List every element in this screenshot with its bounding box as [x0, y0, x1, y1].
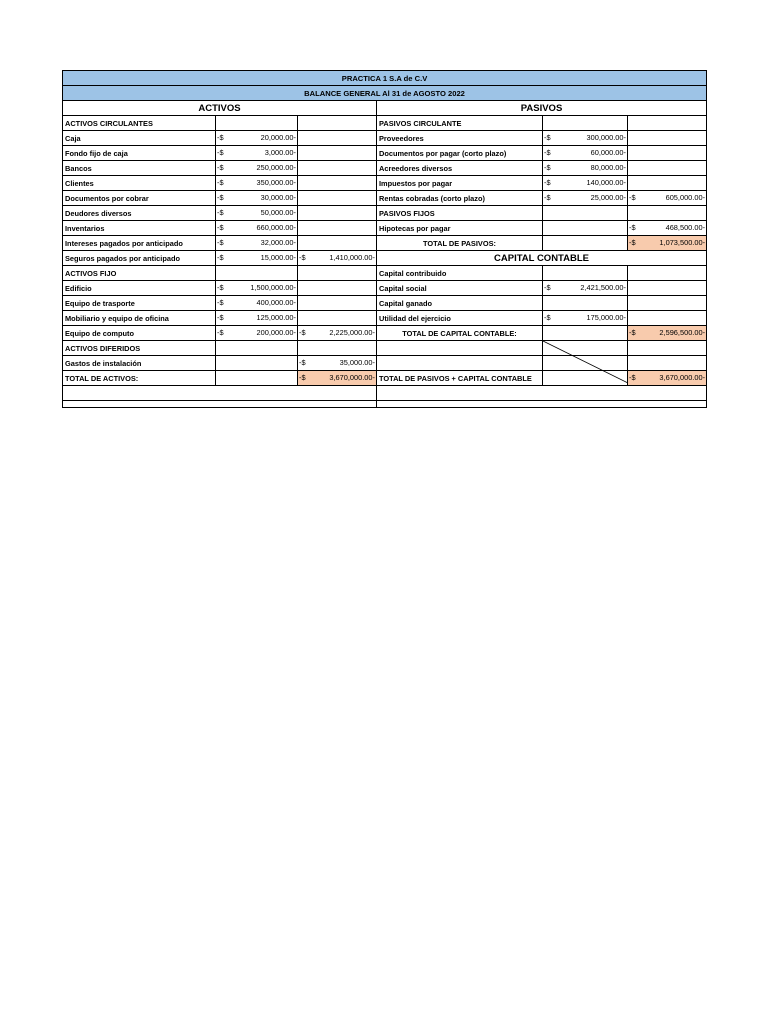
amount-value: 3,670,000.00	[329, 373, 373, 382]
amount-cell	[543, 296, 628, 311]
amount-value: 2,421,500.00	[580, 283, 624, 292]
amount-suffix: -	[702, 238, 706, 247]
amount-wrap	[257, 221, 296, 234]
empty-cell	[298, 116, 377, 131]
amount-value: 80,000.00	[590, 163, 624, 172]
amount-cell	[216, 221, 298, 236]
pasivo-label: TOTAL DE PASIVOS + CAPITAL CONTABLE	[377, 371, 543, 386]
amount-suffix: -	[293, 163, 296, 172]
amount-wrap	[257, 176, 296, 189]
amount-value: 200,000.00	[256, 328, 294, 337]
amount-suffix: -	[372, 358, 375, 367]
amount-cell	[298, 281, 377, 296]
amount-cell	[628, 191, 707, 206]
amount-wrap	[261, 236, 296, 249]
activo-label: Caja	[63, 131, 216, 146]
amount-cell	[543, 356, 628, 371]
amount-cell	[298, 371, 377, 386]
currency-sign: -$	[544, 178, 551, 187]
amount-cell	[543, 221, 628, 236]
amount-cell	[216, 176, 298, 191]
activo-label: Equipo de computo	[63, 326, 216, 341]
amount-value: 2,225,000.00	[329, 328, 373, 337]
amount-suffix: -	[293, 238, 296, 247]
table-row	[63, 251, 707, 266]
amount-cell	[628, 311, 707, 326]
amount-value: 250,000.00	[256, 163, 294, 172]
activo-label: Intereses pagados por anticipado	[63, 236, 216, 251]
balance-sheet	[62, 70, 707, 408]
amount-value: 350,000.00	[256, 178, 294, 187]
amount-cell	[216, 191, 298, 206]
amount-cell	[628, 206, 707, 221]
amount-value: 1,410,000.00	[329, 253, 373, 262]
amount-cell	[543, 266, 628, 281]
amount-suffix: -	[293, 208, 296, 217]
amount-value: 50,000.00	[260, 208, 294, 217]
amount-cell	[298, 251, 377, 266]
amount-wrap	[580, 281, 626, 294]
amount-value: 140,000.00	[586, 178, 624, 187]
amount-value: 2,596,500.00	[659, 328, 703, 337]
currency-sign: -$	[544, 163, 551, 172]
amount-suffix: -	[372, 373, 375, 382]
amount-cell	[543, 341, 628, 356]
amount-wrap	[257, 161, 296, 174]
amount-cell	[298, 191, 377, 206]
amount-cell	[543, 161, 628, 176]
activo-label: TOTAL DE ACTIVOS:	[63, 371, 216, 386]
empty-cell	[63, 386, 377, 401]
amount-suffix: -	[293, 178, 296, 187]
activo-label: Deudores diversos	[63, 206, 216, 221]
amount-wrap	[257, 326, 296, 339]
amount-cell	[628, 341, 707, 356]
activo-label: Fondo fijo de caja	[63, 146, 216, 161]
table-row	[63, 131, 707, 146]
pasivo-label: Proveedores	[377, 131, 543, 146]
currency-sign: -$	[629, 223, 636, 232]
amount-wrap	[265, 146, 296, 159]
pasivo-label: Hipotecas por pagar	[377, 221, 543, 236]
amount-suffix: -	[702, 223, 706, 232]
currency-sign: -$	[629, 193, 636, 202]
amount-wrap	[250, 281, 296, 294]
empty-cell	[63, 401, 377, 408]
amount-value: 35,000.00	[339, 358, 373, 367]
table-row	[63, 221, 707, 236]
currency-sign: -$	[629, 238, 636, 247]
amount-wrap	[257, 311, 296, 324]
amount-suffix: -	[293, 223, 296, 232]
currency-sign: -$	[299, 373, 306, 382]
amount-cell	[216, 161, 298, 176]
table-row	[63, 176, 707, 191]
amount-wrap	[261, 191, 296, 204]
amount-suffix: -	[623, 178, 626, 187]
amount-value: 30,000.00	[260, 193, 294, 202]
amount-suffix: -	[623, 193, 626, 202]
pasivo-label: Utilidad del ejercicio	[377, 311, 543, 326]
amount-cell	[298, 311, 377, 326]
currency-sign: -$	[299, 328, 306, 337]
amount-wrap	[659, 326, 705, 339]
activos-group-header: ACTIVOS CIRCULANTES	[63, 116, 216, 131]
currency-sign: -$	[217, 223, 224, 232]
amount-cell	[628, 161, 707, 176]
amount-wrap	[591, 146, 626, 159]
amount-value: 125,000.00	[256, 313, 294, 322]
currency-sign: -$	[544, 193, 551, 202]
amount-value: 15,000.00	[260, 253, 294, 262]
amount-cell	[543, 206, 628, 221]
currency-sign: -$	[217, 163, 224, 172]
table-row	[63, 281, 707, 296]
amount-wrap	[261, 251, 296, 264]
amount-suffix: -	[702, 373, 706, 382]
amount-cell	[543, 371, 628, 386]
section-activos: ACTIVOS	[63, 101, 377, 116]
table-row	[63, 161, 707, 176]
empty-cell	[216, 266, 298, 281]
currency-sign: -$	[217, 253, 224, 262]
table-row	[63, 266, 707, 281]
amount-wrap	[587, 176, 626, 189]
amount-cell	[216, 206, 298, 221]
amount-cell	[628, 371, 707, 386]
currency-sign: -$	[217, 283, 224, 292]
pasivo-label: Rentas cobradas (corto plazo)	[377, 191, 543, 206]
amount-cell	[298, 296, 377, 311]
table-row	[63, 356, 707, 371]
document-subtitle: BALANCE GENERAL Al 31 de AGOSTO 2022	[63, 86, 707, 101]
pasivo-label: TOTAL DE PASIVOS:	[377, 236, 543, 251]
pasivo-label: Capital contribuido	[377, 266, 543, 281]
amount-value: 60,000.00	[590, 148, 624, 157]
pasivo-label	[377, 341, 543, 356]
amount-suffix: -	[702, 193, 706, 202]
amount-value: 32,000.00	[260, 238, 294, 247]
amount-cell	[216, 311, 298, 326]
amount-wrap	[261, 131, 296, 144]
currency-sign: -$	[299, 253, 306, 262]
amount-cell	[298, 161, 377, 176]
pasivos-group-header: PASIVOS CIRCULANTE	[377, 116, 543, 131]
amount-cell	[628, 116, 707, 131]
amount-suffix: -	[372, 253, 375, 262]
amount-value: 400,000.00	[256, 298, 294, 307]
amount-cell	[298, 236, 377, 251]
amount-cell	[628, 266, 707, 281]
amount-suffix: -	[372, 328, 375, 337]
amount-wrap	[659, 236, 705, 249]
amount-wrap	[666, 191, 705, 204]
amount-value: 660,000.00	[256, 223, 294, 232]
amount-wrap	[591, 191, 626, 204]
amount-cell	[628, 236, 707, 251]
amount-cell	[298, 176, 377, 191]
amount-value: 175,000.00	[586, 313, 624, 322]
currency-sign: -$	[544, 283, 551, 292]
amount-suffix: -	[293, 283, 296, 292]
amount-cell	[216, 326, 298, 341]
amount-cell	[216, 371, 298, 386]
amount-cell	[543, 176, 628, 191]
amount-suffix: -	[293, 298, 296, 307]
section-pasivos: PASIVOS	[377, 101, 707, 116]
empty-cell	[377, 386, 707, 401]
empty-row	[63, 401, 707, 408]
amount-wrap	[329, 371, 375, 384]
empty-row	[63, 386, 707, 401]
activos-group-header: ACTIVOS FIJO	[63, 266, 216, 281]
activo-label: Mobiliario y equipo de oficina	[63, 311, 216, 326]
amount-value: 1,500,000.00	[250, 283, 294, 292]
currency-sign: -$	[217, 148, 224, 157]
amount-cell	[298, 131, 377, 146]
amount-suffix: -	[293, 313, 296, 322]
activo-label: Inventarios	[63, 221, 216, 236]
amount-suffix: -	[623, 133, 626, 142]
table-row	[63, 206, 707, 221]
amount-cell	[298, 221, 377, 236]
amount-wrap	[329, 251, 375, 264]
table-row	[63, 371, 707, 386]
amount-cell	[543, 311, 628, 326]
table-row	[63, 341, 707, 356]
amount-wrap	[591, 161, 626, 174]
empty-cell	[377, 401, 707, 408]
currency-sign: -$	[629, 373, 636, 382]
amount-suffix: -	[623, 148, 626, 157]
amount-cell	[216, 296, 298, 311]
pasivo-label: Capital social	[377, 281, 543, 296]
amount-wrap	[257, 296, 296, 309]
amount-suffix: -	[293, 328, 296, 337]
activo-label: Gastos de instalación	[63, 356, 216, 371]
activo-label: Clientes	[63, 176, 216, 191]
amount-cell	[216, 281, 298, 296]
amount-cell	[298, 356, 377, 371]
empty-cell	[298, 266, 377, 281]
amount-cell	[543, 191, 628, 206]
activo-label: Edificio	[63, 281, 216, 296]
amount-cell	[543, 281, 628, 296]
amount-cell	[216, 146, 298, 161]
amount-cell	[298, 326, 377, 341]
currency-sign: -$	[217, 238, 224, 247]
currency-sign: -$	[544, 133, 551, 142]
amount-cell	[543, 146, 628, 161]
amount-cell	[628, 131, 707, 146]
amount-cell	[628, 281, 707, 296]
pasivo-label: TOTAL DE CAPITAL CONTABLE:	[377, 326, 543, 341]
amount-value: 468,500.00	[665, 223, 703, 232]
pasivo-label: Acreedores diversos	[377, 161, 543, 176]
empty-cell	[298, 341, 377, 356]
amount-wrap	[659, 371, 705, 384]
table-row	[63, 191, 707, 206]
amount-suffix: -	[293, 133, 296, 142]
currency-sign: -$	[217, 328, 224, 337]
amount-cell	[628, 356, 707, 371]
currency-sign: -$	[544, 313, 551, 322]
amount-value: 3,000.00	[264, 148, 294, 157]
table-row	[63, 311, 707, 326]
amount-cell	[543, 236, 628, 251]
amount-suffix: -	[293, 253, 296, 262]
amount-value: 20,000.00	[260, 133, 294, 142]
amount-value: 3,670,000.00	[659, 373, 703, 382]
amount-cell	[628, 221, 707, 236]
section-capital-contable: CAPITAL CONTABLE	[377, 251, 707, 266]
amount-suffix: -	[702, 328, 706, 337]
amount-cell	[628, 296, 707, 311]
currency-sign: -$	[217, 208, 224, 217]
amount-value: 300,000.00	[586, 133, 624, 142]
amount-suffix: -	[293, 193, 296, 202]
empty-cell	[216, 116, 298, 131]
currency-sign: -$	[217, 193, 224, 202]
amount-suffix: -	[623, 283, 626, 292]
amount-cell	[543, 116, 628, 131]
currency-sign: -$	[544, 148, 551, 157]
empty-cell	[216, 341, 298, 356]
pasivo-label	[377, 356, 543, 371]
activo-label: Documentos por cobrar	[63, 191, 216, 206]
pasivo-label: Capital ganado	[377, 296, 543, 311]
amount-suffix: -	[623, 313, 626, 322]
table-row	[63, 236, 707, 251]
table-row	[63, 116, 707, 131]
amount-value: 25,000.00	[590, 193, 624, 202]
amount-wrap	[666, 221, 705, 234]
amount-cell	[628, 146, 707, 161]
amount-cell	[628, 176, 707, 191]
activo-label: Equipo de trasporte	[63, 296, 216, 311]
amount-suffix: -	[293, 148, 296, 157]
amount-cell	[216, 251, 298, 266]
amount-cell	[543, 131, 628, 146]
document-title: PRACTICA 1 S.A de C.V	[63, 71, 707, 86]
currency-sign: -$	[217, 133, 224, 142]
table-row	[63, 146, 707, 161]
amount-wrap	[329, 326, 375, 339]
amount-value: 1,073,500.00	[659, 238, 703, 247]
currency-sign: -$	[217, 298, 224, 307]
activo-label: Bancos	[63, 161, 216, 176]
pasivo-label: Impuestos por pagar	[377, 176, 543, 191]
currency-sign: -$	[217, 178, 224, 187]
amount-cell	[216, 236, 298, 251]
pasivos-group-header: PASIVOS FIJOS	[377, 206, 543, 221]
pasivo-label: Documentos por pagar (corto plazo)	[377, 146, 543, 161]
currency-sign: -$	[299, 358, 306, 367]
amount-cell	[216, 356, 298, 371]
amount-wrap	[587, 131, 626, 144]
amount-cell	[298, 146, 377, 161]
amount-cell	[543, 326, 628, 341]
table-row	[63, 326, 707, 341]
amount-cell	[628, 326, 707, 341]
activos-group-header: ACTIVOS DIFERIDOS	[63, 341, 216, 356]
amount-cell	[298, 206, 377, 221]
currency-sign: -$	[217, 313, 224, 322]
amount-value: 605,000.00	[665, 193, 703, 202]
table-row	[63, 296, 707, 311]
amount-wrap	[340, 356, 375, 369]
amount-wrap	[261, 206, 296, 219]
amount-cell	[216, 131, 298, 146]
amount-wrap	[587, 311, 626, 324]
amount-suffix: -	[623, 163, 626, 172]
currency-sign: -$	[629, 328, 636, 337]
activo-label: Seguros pagados por anticipado	[63, 251, 216, 266]
